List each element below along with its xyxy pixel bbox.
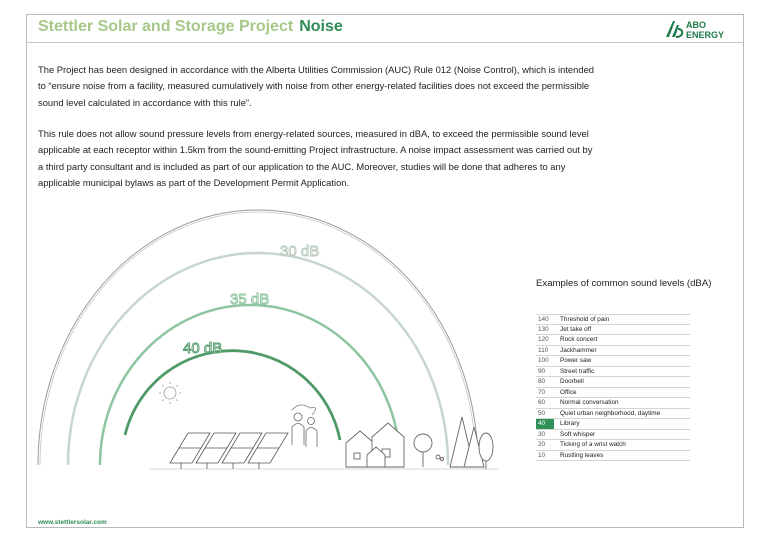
sound-levels-table <box>536 314 690 461</box>
table-row <box>536 440 690 451</box>
db-value: 100 <box>538 357 549 364</box>
sound-label: Soft whisper <box>560 430 596 438</box>
db-value: 110 <box>538 346 549 354</box>
noise-diagram <box>30 205 500 475</box>
sun-icon <box>159 382 181 404</box>
sound-table-title: Examples of common sound levels (dBA) <box>536 278 712 289</box>
db-value: 10 <box>538 451 546 459</box>
db-value: 70 <box>538 388 546 396</box>
table-row <box>536 398 690 409</box>
sound-label: Doorbell <box>560 378 584 385</box>
table-row <box>536 356 690 367</box>
sound-label: Threshold of pain <box>560 316 610 323</box>
label-35db: 35 dB <box>230 291 270 308</box>
db-value: 80 <box>538 378 546 385</box>
db-value: 50 <box>538 409 546 417</box>
section-name: Noise <box>299 18 343 35</box>
table-row <box>536 430 690 441</box>
sound-label: Jet take off <box>560 325 592 333</box>
arc-40db <box>125 351 340 440</box>
houses-icon <box>346 423 404 467</box>
sound-label: Rustling leaves <box>560 451 604 459</box>
sound-label: Power saw <box>560 357 592 364</box>
db-value: 60 <box>538 399 546 406</box>
db-value: 130 <box>538 325 549 333</box>
rule-paragraph: This rule does not allow sound pressure levels from energy-related sources, measured in dBA, to exceed the permissible sound level applicable at each receptor within 1.5km from the sound-emitting Project infrastructure. A noise impact assessment was carried out by a third party consultant and is included as part of our application to the AUC. Moreover, studies will be done that adheres to any applicable municipal bylaws as part of the Development Permit Application. <box>38 128 593 189</box>
abo-logo-icon <box>664 19 684 39</box>
table-row <box>536 367 690 378</box>
db-value: 30 <box>538 430 546 438</box>
table-row <box>536 409 690 420</box>
sound-label: Normal conversation <box>560 399 619 406</box>
sound-label: Rock concert <box>560 336 598 343</box>
table-row <box>536 388 690 399</box>
db-value: 90 <box>538 367 546 375</box>
table-row <box>536 335 690 346</box>
sound-label: Library <box>560 420 580 427</box>
abo-energy-logo <box>664 19 736 41</box>
trees-icon <box>414 417 493 469</box>
table-row-highlight <box>536 419 690 430</box>
page-title <box>38 18 343 36</box>
intro-paragraph: The Project has been designed in accordance with the Alberta Utilities Commission (AUC) Rule 012 (Noise Control), which is intended to “ensure noise from a facility, measured cumulatively with noise from other energy-related facilities does not exceed the permissible sound level calculated in accordance with this rule”. <box>38 64 594 108</box>
db-value: 140 <box>538 316 549 323</box>
website-link[interactable]: www.stettlersolar.com <box>38 519 107 526</box>
solar-panels-icon <box>170 433 288 469</box>
label-30db: 30 dB <box>280 243 320 260</box>
sound-label: Office <box>560 388 577 396</box>
sound-label: Quiet urban neighborhood, daytime <box>560 409 661 417</box>
table-row <box>536 451 690 462</box>
logo-text-line2: ENERGY <box>686 30 725 40</box>
table-row <box>536 325 690 336</box>
logo-text-line1: ABO <box>686 20 706 30</box>
db-value: 20 <box>538 441 546 448</box>
label-40db: 40 dB <box>183 340 223 357</box>
people-icon <box>292 405 317 447</box>
sound-label: Ticking of a wrist watch <box>560 441 626 448</box>
sound-label: Street traffic <box>560 367 595 375</box>
db-value-highlight: 40 <box>536 419 554 429</box>
table-row <box>536 346 690 357</box>
db-value: 120 <box>538 336 549 343</box>
sound-label: Jackhammer <box>560 346 597 354</box>
table-row <box>536 377 690 388</box>
project-name: Stettler Solar and Storage Project <box>38 18 294 35</box>
header-divider <box>26 42 744 43</box>
table-row <box>536 314 690 325</box>
